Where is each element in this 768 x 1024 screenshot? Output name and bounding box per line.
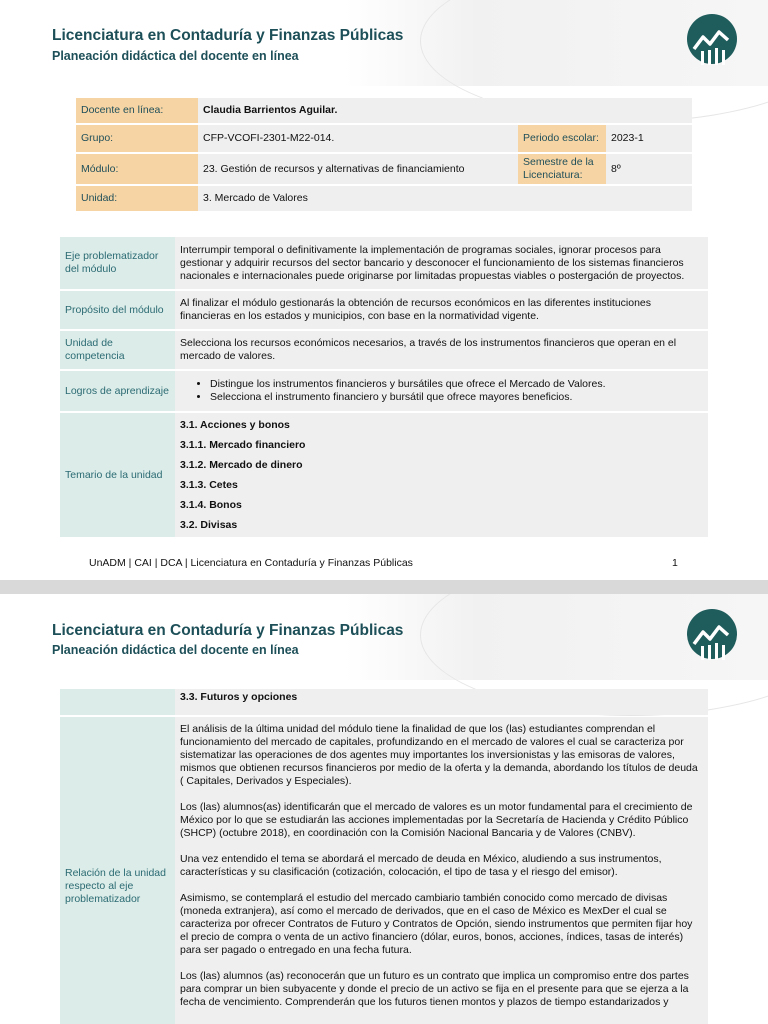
relacion-paragraph: Una vez entendido el tema se abordará el mercado de deuda en México, aludiendo a sus instrumentos, características y su clasificación (cotización, colocación, el tipo de tasa y el riesgo del emisor). <box>180 853 662 878</box>
temario-item: 3.2. Divisas <box>180 519 238 531</box>
unadm-logo-icon <box>686 608 738 660</box>
page-number: 1 <box>672 557 678 569</box>
page-2 <box>0 594 768 1024</box>
relacion-table <box>60 687 708 1024</box>
modulo-label: Módulo: <box>76 154 198 184</box>
grupo-label: Grupo: <box>76 125 198 152</box>
docente-label: Docente en línea: <box>76 98 198 123</box>
header-subtitle: Planeación didáctica del docente en línea <box>52 49 299 63</box>
temario-cell <box>175 413 708 537</box>
header-title: Licenciatura en Contaduría y Finanzas Públicas <box>52 27 404 44</box>
logro-item: • Selecciona el instrumento financiero y bursátil que ofrece mayores beneficios. <box>210 391 703 404</box>
temario-label: Temario de la unidad <box>60 413 175 537</box>
header-subtitle: Planeación didáctica del docente en línea <box>52 643 299 657</box>
footer-text: UnADM | CAI | DCA | Licenciatura en Contaduría y Finanzas Públicas <box>89 557 413 569</box>
periodo-label: Periodo escolar: <box>518 125 606 152</box>
header-title: Licenciatura en Contaduría y Finanzas Públicas <box>52 622 404 639</box>
temario-item: 3.1.3. Cetes <box>180 479 238 491</box>
main-table <box>60 235 708 539</box>
relacion-label: Relación de la unidad respecto al eje problematizador <box>60 717 175 1024</box>
logros-list <box>180 378 703 404</box>
temario-cont-label <box>60 689 175 715</box>
info-table <box>76 96 692 213</box>
relacion-paragraph: Los (las) alumnos (as) reconocerán que un futuro es un contrato que implica un compromiso entre dos partes para comprar un bien subyacente y donde el precio de un activo se fija en el presente para que se ejerza a la fecha de vencimiento. Comprenderán que los futuros tienen montos y plazos de tiempo estandarizados y <box>180 970 689 1008</box>
temario-cont-item: 3.3. Futuros y opciones <box>175 689 708 715</box>
relacion-paragraph: Los (las) alumnos(as) identificarán que el mercado de valores es un motor fundamental para el crecimiento de México por lo que se estudiarán las acciones implementadas por la Secretaría de Hacienda y Crédito Público (SHCP) (octubre 2018), en coordinación con la Comisión Nacional Bancaria y de Valores (CNBV). <box>180 801 693 839</box>
eje-label: Eje problematizador del módulo <box>60 237 175 289</box>
eje-text: Interrumpir temporal o definitivamente la implementación de programas sociales, ignorar procesos para gestionar y adquirir recursos del sector bancario y desconocer el funcionamiento de los sistemas financieros nacionales e internacionales puede originarse por limitadas propuestas viables o postergación de proyectos. <box>175 237 708 289</box>
temario-item: 3.1.4. Bonos <box>180 499 242 511</box>
docente-value: Claudia Barrientos Aguilar. <box>198 98 692 123</box>
semestre-label: Semestre de la Licenciatura: <box>518 154 606 184</box>
unidad-value: 3. Mercado de Valores <box>198 186 692 211</box>
periodo-value: 2023-1 <box>606 125 692 152</box>
unidad-competencia-text: Selecciona los recursos económicos necesarios, a través de los instrumentos financieros que operan en el mercado de valores. <box>175 331 708 369</box>
logros-label: Logros de aprendizaje <box>60 371 175 411</box>
proposito-text: Al finalizar el módulo gestionarás la obtención de recursos económicos en las diferentes instituciones financieras en los estados y municipios, con base en la normatividad vigente. <box>175 291 708 329</box>
relacion-paragraph: El análisis de la última unidad del módulo tiene la finalidad de que los (las) estudiantes comprendan el funcionamiento del mercado de capitales, profundizando en el mercado de valores el cual se caracteriza por sistematizar las operaciones de dos agentes muy importantes los inversionistas y las emisoras de valores, mismos que obtienen recursos financieros por medio de la oferta y la demanda, abordando los títulos de deuda ( Capitales, Derivados y Especiales). <box>180 723 698 787</box>
logro-item: • Distingue los instrumentos financieros y bursátiles que ofrece el Mercado de Valores. <box>210 378 703 391</box>
unidad-competencia-label: Unidad de competencia <box>60 331 175 369</box>
grupo-value: CFP-VCOFI-2301-M22-014. <box>198 125 518 152</box>
proposito-label: Propósito del módulo <box>60 291 175 329</box>
relacion-paragraph: Asimismo, se contemplará el estudio del mercado cambiario también conocido como mercado de divisas (moneda extranjera), así como el mercado de derivados, que en el caso de México es MexDer el cual se caracteriza por ofrecer Contratos de Futuro y Contratos de Opción, siendo instrumentos que permiten fijar hoy el precio de compra o venta de un activo financiero (dólar, euros, bonos, acciones, índices, tasas de interés) para ser pagado o entregado en una fecha futura. <box>180 892 693 956</box>
relacion-cell <box>175 717 708 1024</box>
unadm-logo-icon <box>686 13 738 65</box>
semestre-value: 8º <box>606 154 692 184</box>
logros-cell <box>175 371 708 411</box>
temario-item: 3.1.1. Mercado financiero <box>180 439 306 451</box>
unidad-label: Unidad: <box>76 186 198 211</box>
temario-item: 3.1. Acciones y bonos <box>180 419 290 431</box>
modulo-value: 23. Gestión de recursos y alternativas de financiamiento <box>198 154 518 184</box>
temario-item: 3.1.2. Mercado de dinero <box>180 459 303 471</box>
